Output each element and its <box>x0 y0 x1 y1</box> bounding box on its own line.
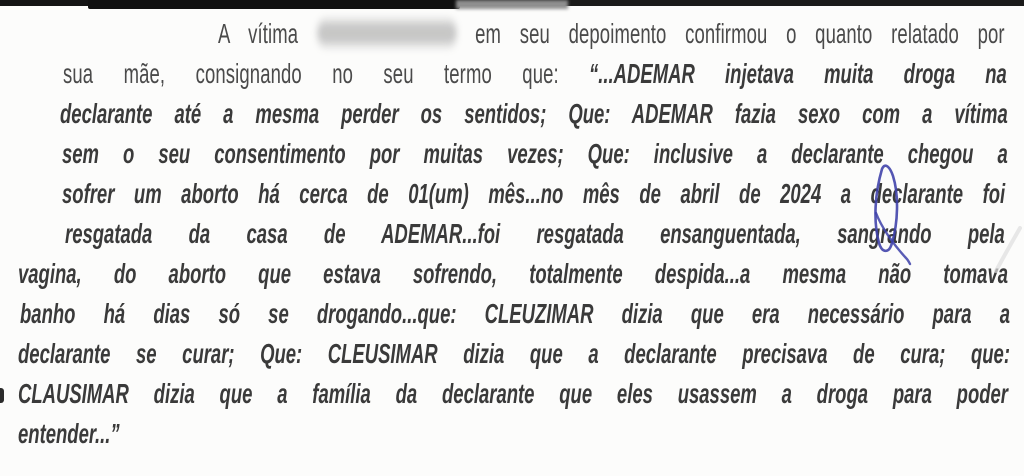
scan-artifact-top-bar <box>0 0 1024 12</box>
scan-artifact-top-bar-right <box>566 0 1024 6</box>
line1-continuation-text: em seu depoimento confirmou o quanto relatado por <box>475 18 1005 49</box>
line2-regular-text: sua mãe, consignando no seu termo que: <box>63 58 559 89</box>
scan-artifact-left-edge <box>0 388 4 403</box>
line1-intro-text: A vítima <box>218 18 299 49</box>
redacted-victim-name <box>317 21 457 45</box>
scan-artifact-gray-patch <box>456 0 568 9</box>
scan-artifact-top-bar-thick <box>88 0 460 9</box>
scan-artifact-smudge <box>992 226 1024 274</box>
text-line-8: banho há dias só se drogando...que: CLEUZIMAR dizia que era necessário para a <box>20 298 1011 329</box>
text-line-7: vagina, do aborto que estava sofrendo, totalmente despida...a mesma não tomava <box>18 258 1009 289</box>
text-line-11: entender...” <box>18 418 120 449</box>
text-line-3: declarante até a mesma perder os sentidos; Que: ADEMAR fazia sexo com a vítima <box>60 98 1008 129</box>
line2-quote-start: “...ADEMAR injetava muita droga na <box>589 58 1007 89</box>
text-line-4: sem o seu consentimento por muitas vezes; Que: inclusive a declarante chegou a <box>62 138 1008 169</box>
pen-loop-annotation-icon <box>848 163 928 268</box>
text-line-2 <box>63 54 1007 94</box>
text-line-1 <box>218 14 1005 54</box>
text-line-10: CLAUSIMAR dizia que a família da declarante que eles usassem a droga para poder <box>18 378 1009 409</box>
text-line-5: sofrer um aborto há cerca de 01(um) mês...no mês de abril de 2024 a declarante foi <box>62 178 1006 209</box>
text-line-9: declarante se curar; Que: CLEUSIMAR dizia que a declarante precisava de cura; que: <box>18 338 1010 369</box>
text-line-6: resgatada da casa de ADEMAR...foi resgatada ensanguentada, sangrando pela <box>65 218 1005 249</box>
